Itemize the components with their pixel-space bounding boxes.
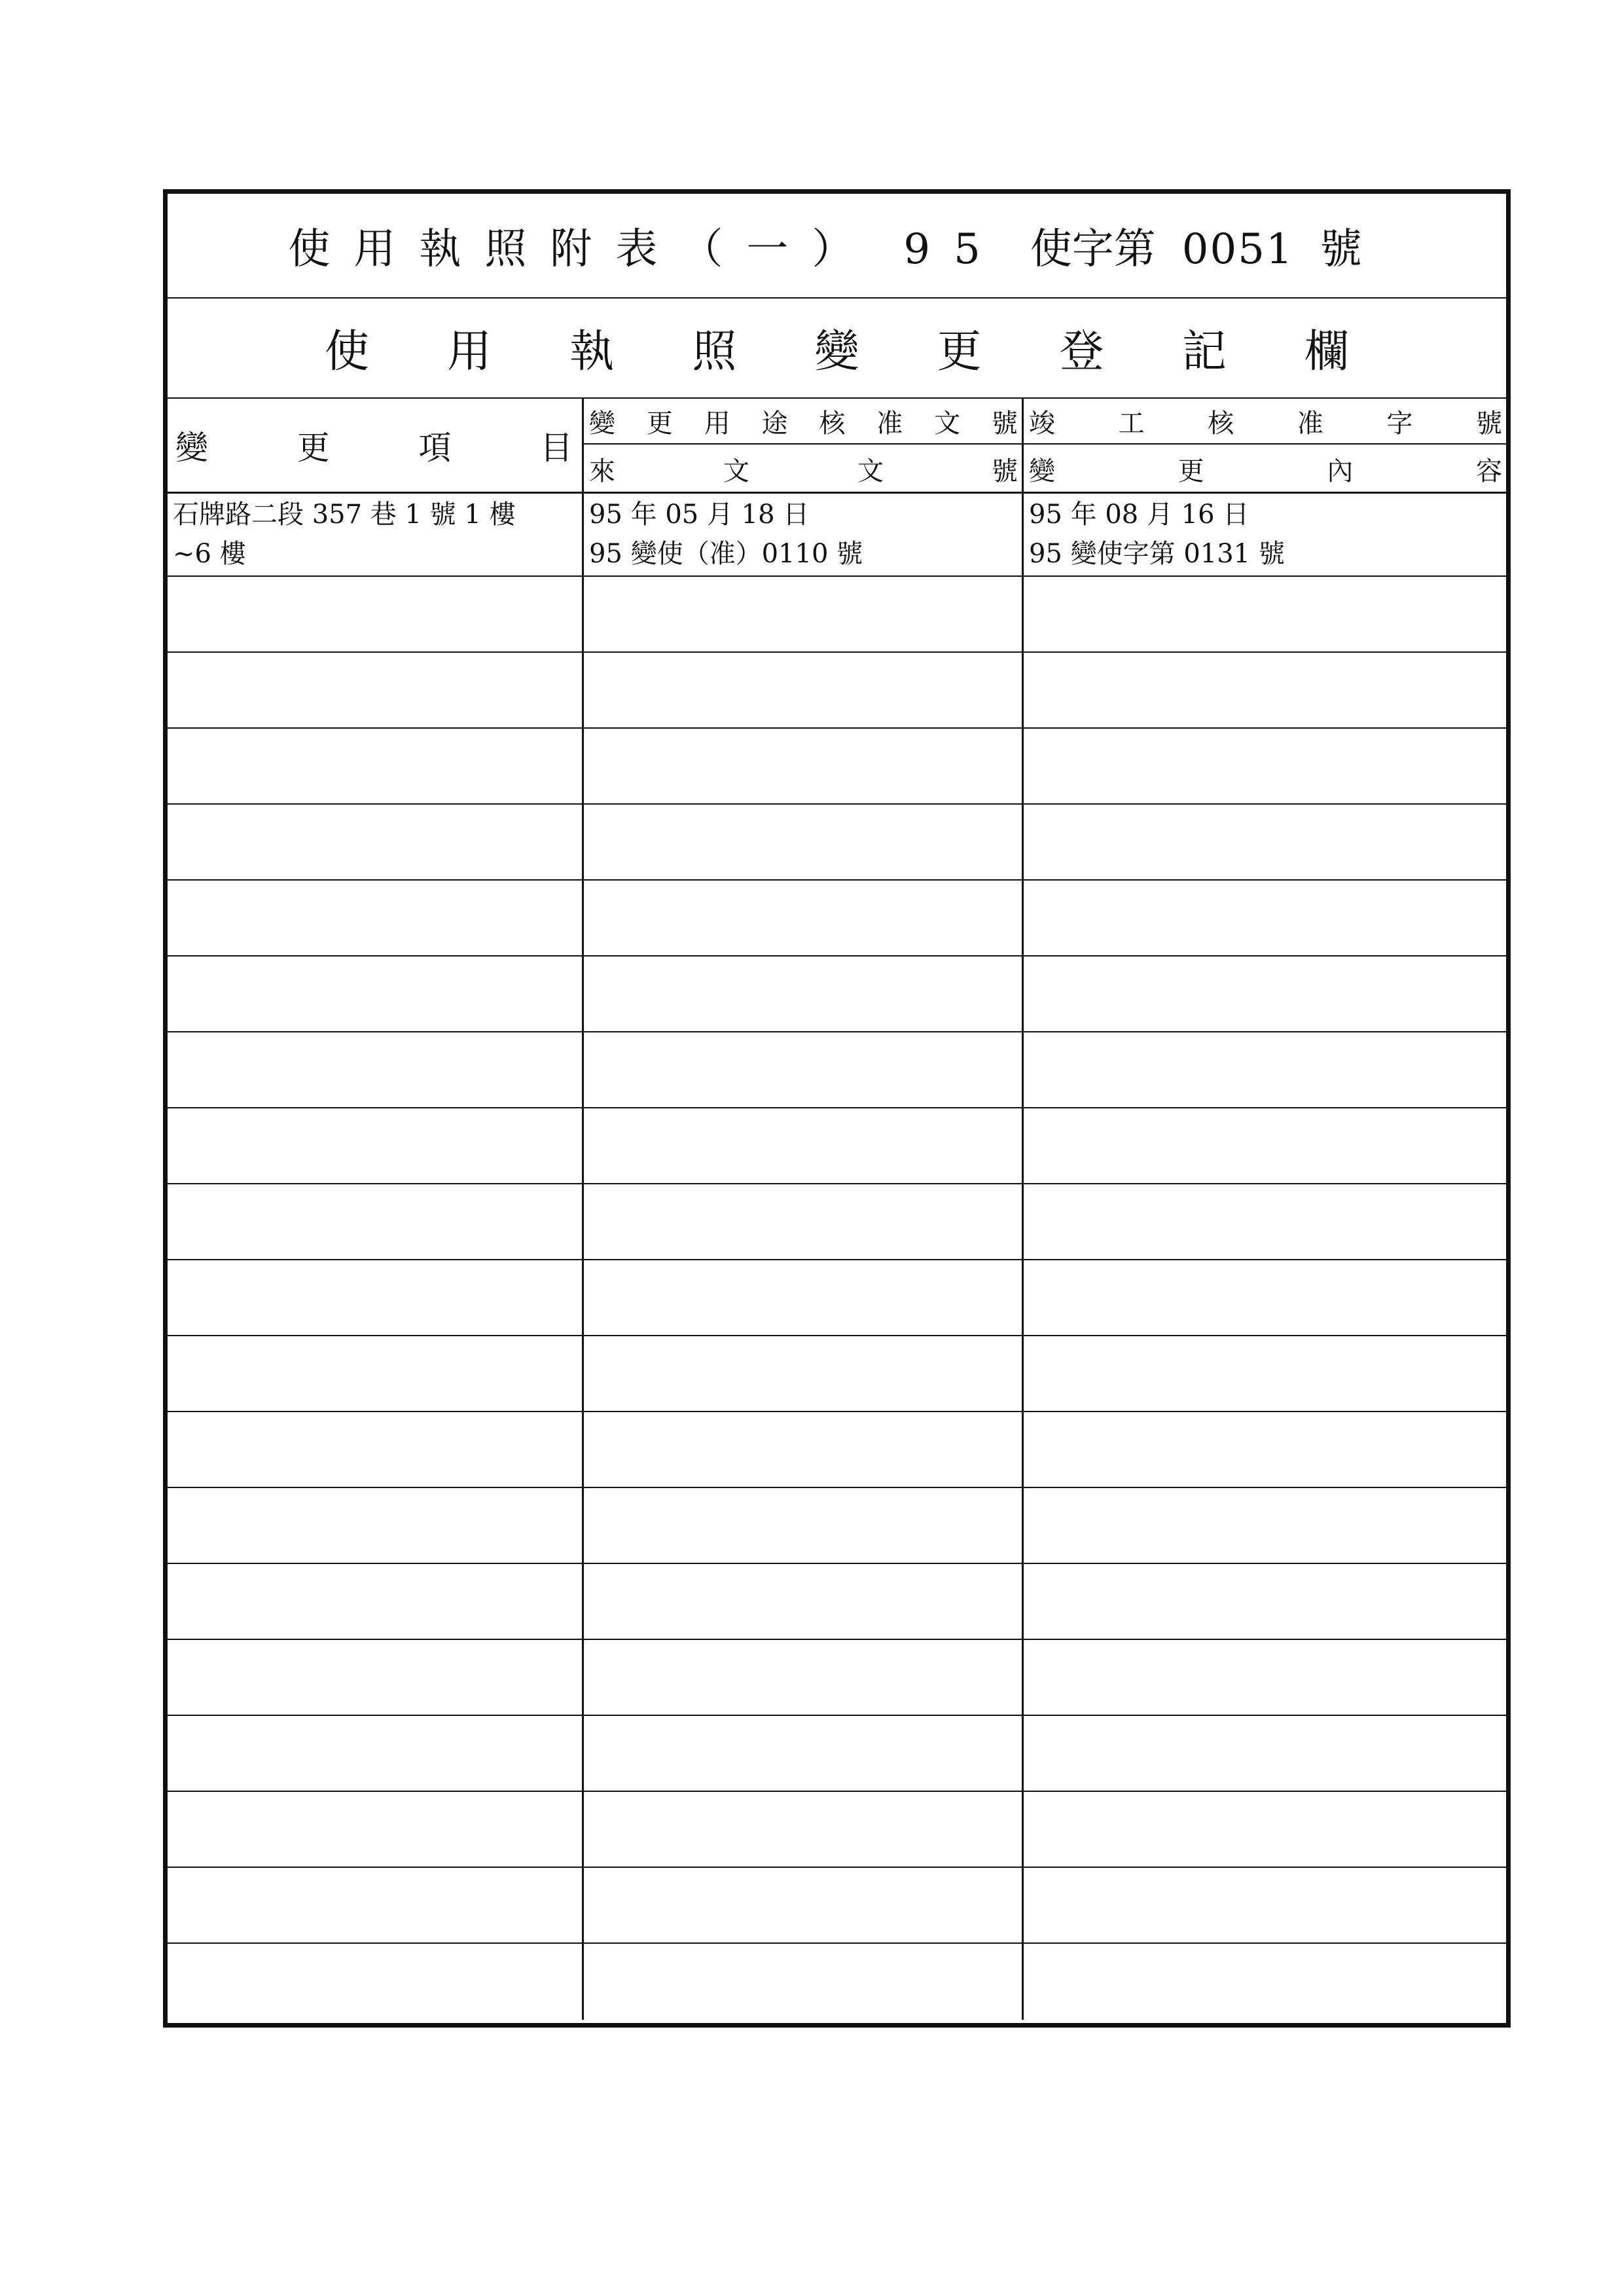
completion-cell [1024,1032,1506,1107]
change-item-cell [168,577,584,651]
completion-cell [1024,1260,1506,1335]
approval-cell [584,1640,1024,1715]
completion-cell [1024,1108,1506,1183]
approval-cell [584,1792,1024,1867]
approval-cell [584,1108,1024,1183]
record-rows [168,494,1506,2023]
approval-cell [584,1488,1024,1563]
completion-cell [1024,1564,1506,1639]
license-number: 0051 [1181,225,1294,274]
header-completion-no: 竣 工 核 准 字 號 [1024,399,1506,445]
completion-cell [1024,1184,1506,1259]
form-title-text: 使用執照附表（一） 95 使字第 0051 號 [288,225,1386,274]
approval-cell [584,577,1024,651]
approval-cell [584,1868,1024,1942]
table-row [168,1868,1506,1944]
completion-cell [1024,494,1506,575]
completion-cell [1024,805,1506,879]
change-item-cell [168,1108,584,1183]
change-item-line2: ~6 樓 [173,539,246,569]
approval-number: 95 變使（准）0110 號 [589,539,863,569]
approval-cell [584,1716,1024,1791]
change-item-cell [168,729,584,803]
approval-cell [584,1944,1024,2020]
header-approval-no: 變 更 用 途 核 准 文 號 [584,399,1022,445]
change-item-cell [168,957,584,1031]
table-row [168,1032,1506,1108]
change-item-cell [168,1868,584,1942]
completion-cell [1024,881,1506,955]
table-row [168,1564,1506,1640]
table-row [168,1488,1506,1564]
completion-date: 95 年 08 月 16 日 [1029,500,1249,530]
table-row [168,1260,1506,1336]
completion-cell [1024,1336,1506,1411]
table-row [168,1944,1506,2020]
table-row [168,1184,1506,1260]
change-item-cell [168,1260,584,1335]
completion-cell [1024,577,1506,651]
header-incoming-doc-no: 來 文 文 號 [589,456,1018,486]
license-appendix-form [163,189,1511,2028]
table-row [168,1792,1506,1868]
change-item-cell [168,1032,584,1107]
table-row [168,805,1506,881]
change-item-cell [168,1716,584,1791]
approval-date: 95 年 05 月 18 日 [589,500,810,530]
table-row [168,1716,1506,1792]
change-item-cell [168,1184,584,1259]
table-row [168,1108,1506,1184]
change-item-cell [168,1792,584,1867]
approval-cell [584,1184,1024,1259]
completion-number: 95 變使字第 0131 號 [1029,539,1285,569]
change-item-cell [168,494,584,575]
change-item-cell [168,1488,584,1563]
license-prefix: 使字第 [1030,225,1156,274]
header-change-item: 變 更 項 目 [168,399,584,494]
change-item-cell [168,1336,584,1411]
change-item-cell [168,1640,584,1715]
change-item-cell [168,1944,584,2020]
approval-cell [584,1260,1024,1335]
completion-cell [1024,1792,1506,1867]
table-row [168,729,1506,805]
change-item-cell [168,805,584,879]
form-title [168,194,1506,299]
approval-cell [584,494,1024,575]
table-row [168,577,1506,653]
change-item-cell [168,1412,584,1487]
table-row [168,1412,1506,1488]
completion-cell [1024,1868,1506,1942]
header-approval [584,399,1024,494]
approval-cell [584,1336,1024,1411]
header-change-content: 變 更 內 容 [1029,456,1502,486]
completion-cell [1024,1488,1506,1563]
form-subtitle: 使 用 執 照 變 更 登 記 欄 [168,299,1506,399]
approval-cell [584,957,1024,1031]
completion-cell [1024,1412,1506,1487]
approval-cell [584,653,1024,727]
completion-cell [1024,1716,1506,1791]
table-row [168,1336,1506,1412]
approval-cell [584,881,1024,955]
table-row [168,653,1506,729]
header-completion [1024,399,1506,494]
license-year: 95 [903,225,1004,274]
change-item-cell [168,1564,584,1639]
approval-cell [584,1032,1024,1107]
completion-cell [1024,653,1506,727]
approval-cell [584,805,1024,879]
approval-cell [584,1564,1024,1639]
completion-cell [1024,1944,1506,2020]
change-item-cell [168,881,584,955]
table-row [168,881,1506,957]
completion-cell [1024,1640,1506,1715]
table-row [168,957,1506,1032]
change-item-line1: 石牌路二段 357 巷 1 號 1 樓 [173,500,516,530]
completion-cell [1024,729,1506,803]
table-row [168,494,1506,577]
change-item-cell [168,653,584,727]
approval-cell [584,729,1024,803]
approval-cell [584,1412,1024,1487]
completion-cell [1024,957,1506,1031]
table-row [168,1640,1506,1716]
